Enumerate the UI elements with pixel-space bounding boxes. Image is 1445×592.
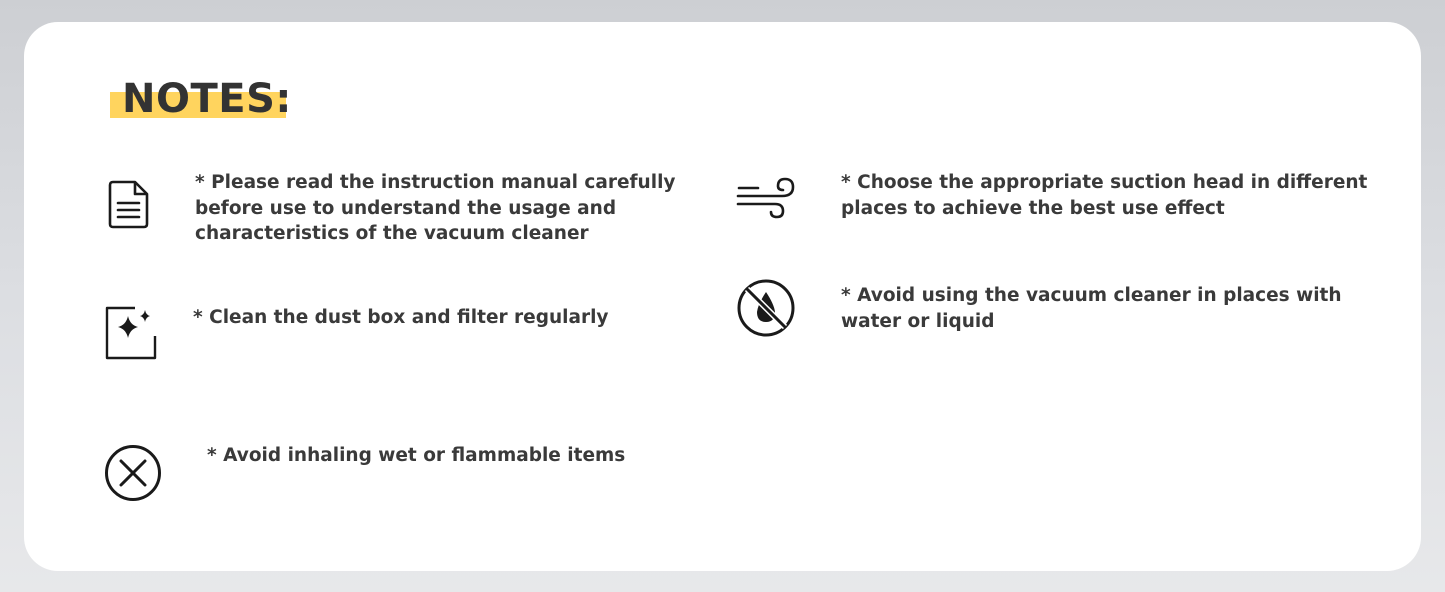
note-text: * Choose the appropriate suction head in different places to achieve the best use effect [841,172,1368,219]
notes-header [110,76,292,122]
document-icon [108,178,152,230]
sparkle-box-icon [104,306,158,360]
note-text: * Avoid inhaling wet or flammable items [207,445,626,466]
note-text: * Please read the instruction manual carefully before use to understand the usage and characteristics of the vacuum cleaner [195,172,676,244]
note-text: * Avoid using the vacuum cleaner in places with water or liquid [841,285,1342,332]
notes-card [24,22,1421,571]
cross-circle-icon [104,444,162,502]
wind-icon [736,176,796,220]
note-text: * Clean the dust box and filter regularly [193,307,609,328]
no-water-icon [736,278,796,338]
page-title: NOTES: [122,76,292,122]
